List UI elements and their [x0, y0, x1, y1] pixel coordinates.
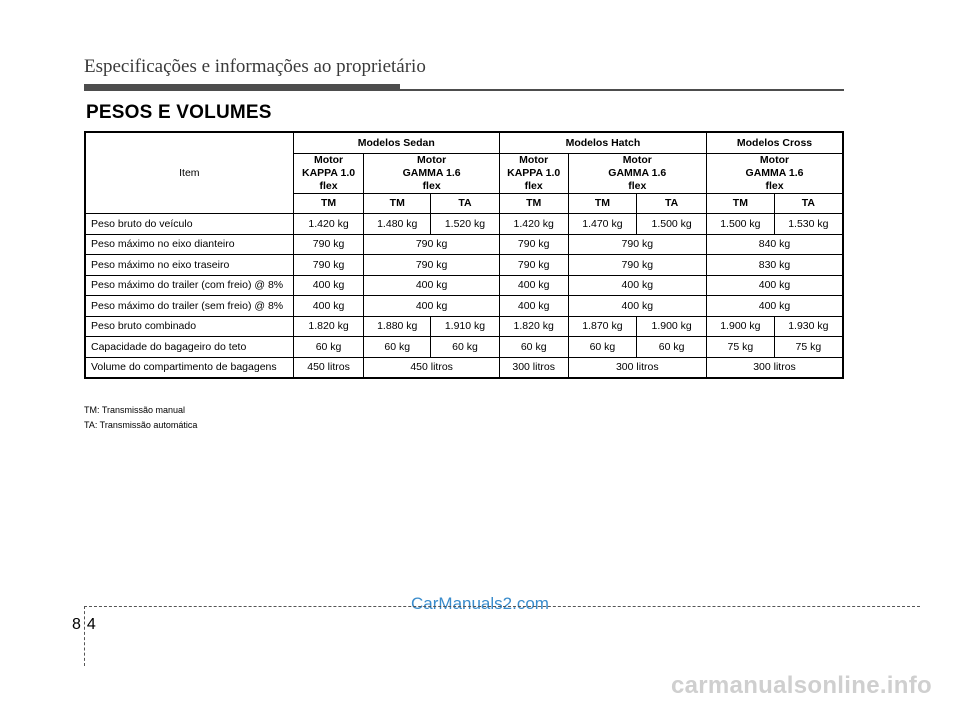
table-cell: 75 kg	[774, 337, 843, 358]
group-header-cross: Modelos Cross	[707, 132, 843, 153]
table-cell: 790 kg	[568, 255, 706, 276]
row-label: Peso bruto combinado	[85, 316, 293, 337]
transmission-header: TM	[499, 193, 568, 214]
table-cell: 1.930 kg	[774, 316, 843, 337]
transmission-header: TM	[364, 193, 431, 214]
watermark-carmanualsonline: carmanualsonline.info	[670, 672, 932, 699]
engine-header-sedan-kappa: Motor KAPPA 1.0 flex	[293, 153, 364, 193]
table-cell: 60 kg	[293, 337, 364, 358]
table-cell: 60 kg	[364, 337, 431, 358]
table-cell: 60 kg	[637, 337, 707, 358]
table-cell: 790 kg	[568, 234, 706, 255]
table-cell: 400 kg	[364, 275, 499, 296]
weights-volumes-table	[84, 131, 844, 379]
table-cell: 790 kg	[364, 234, 499, 255]
table-row	[85, 275, 843, 296]
group-header-hatch: Modelos Hatch	[499, 132, 706, 153]
table-cell: 60 kg	[431, 337, 500, 358]
table-cell: 1.530 kg	[774, 214, 843, 235]
group-header-sedan: Modelos Sedan	[293, 132, 499, 153]
table-cell: 840 kg	[707, 234, 843, 255]
transmission-header: TA	[431, 193, 500, 214]
chapter-number: 8	[72, 616, 81, 633]
table-row	[85, 357, 843, 378]
table-row	[85, 296, 843, 317]
page-index: 4	[86, 616, 96, 633]
engine-header-hatch-kappa: Motor KAPPA 1.0 flex	[499, 153, 568, 193]
footer-rule	[84, 606, 920, 607]
section-title: PESOS E VOLUMES	[86, 102, 272, 123]
table-row	[85, 337, 843, 358]
row-label: Peso máximo no eixo traseiro	[85, 255, 293, 276]
footnote-tm: TM: Transmissão manual	[84, 405, 186, 415]
engine-header-hatch-gamma: Motor GAMMA 1.6 flex	[568, 153, 706, 193]
transmission-header: TM	[568, 193, 637, 214]
table-cell: 450 litros	[364, 357, 499, 378]
row-label: Capacidade do bagageiro do teto	[85, 337, 293, 358]
transmission-header: TA	[637, 193, 707, 214]
table-cell: 400 kg	[707, 275, 843, 296]
transmission-header: TM	[293, 193, 364, 214]
table-cell: 1.910 kg	[431, 316, 500, 337]
table-cell: 400 kg	[293, 275, 364, 296]
row-label: Peso bruto do veículo	[85, 214, 293, 235]
table-cell: 1.520 kg	[431, 214, 500, 235]
row-label: Peso máximo do trailer (com freio) @ 8%	[85, 275, 293, 296]
table-cell: 400 kg	[364, 296, 499, 317]
table-cell: 830 kg	[707, 255, 843, 276]
footnote-ta: TA: Transmissão automática	[84, 420, 198, 430]
table-row	[85, 316, 843, 337]
engine-header-sedan-gamma: Motor GAMMA 1.6 flex	[364, 153, 499, 193]
header-rule	[400, 89, 844, 91]
table-cell: 1.880 kg	[364, 316, 431, 337]
table-cell: 400 kg	[568, 275, 706, 296]
row-label: Peso máximo no eixo dianteiro	[85, 234, 293, 255]
table-cell: 75 kg	[707, 337, 775, 358]
table-cell: 400 kg	[499, 296, 568, 317]
table-row	[85, 234, 843, 255]
transmission-header: TM	[707, 193, 775, 214]
table-cell: 790 kg	[499, 234, 568, 255]
table-cell: 400 kg	[499, 275, 568, 296]
table-cell: 1.500 kg	[637, 214, 707, 235]
footer-rule-vertical	[84, 606, 85, 666]
row-label: Volume do compartimento de bagagens	[85, 357, 293, 378]
table-cell: 790 kg	[293, 255, 364, 276]
header-bar	[84, 84, 400, 91]
transmission-header: TA	[774, 193, 843, 214]
table-cell: 1.820 kg	[499, 316, 568, 337]
table-cell: 1.420 kg	[293, 214, 364, 235]
table-cell: 1.420 kg	[499, 214, 568, 235]
table-cell: 400 kg	[707, 296, 843, 317]
table-cell: 1.900 kg	[707, 316, 775, 337]
table-cell: 60 kg	[499, 337, 568, 358]
table-cell: 450 litros	[293, 357, 364, 378]
row-label: Peso máximo do trailer (sem freio) @ 8%	[85, 296, 293, 317]
running-header: Especificações e informações ao proprietário	[84, 56, 426, 77]
table-cell: 1.900 kg	[637, 316, 707, 337]
item-header: Item	[85, 132, 293, 214]
watermark-carmanuals2: CarManuals2.com	[411, 594, 549, 613]
table-cell: 1.470 kg	[568, 214, 637, 235]
table-cell: 1.820 kg	[293, 316, 364, 337]
table-cell: 790 kg	[364, 255, 499, 276]
page-number	[72, 616, 102, 634]
table-row	[85, 214, 843, 235]
table-cell: 60 kg	[568, 337, 637, 358]
table-cell: 400 kg	[568, 296, 706, 317]
table-cell: 400 kg	[293, 296, 364, 317]
table-cell: 1.480 kg	[364, 214, 431, 235]
table-cell: 790 kg	[293, 234, 364, 255]
table-cell: 790 kg	[499, 255, 568, 276]
table-cell: 300 litros	[707, 357, 843, 378]
table-cell: 300 litros	[499, 357, 568, 378]
engine-header-cross-gamma: Motor GAMMA 1.6 flex	[707, 153, 843, 193]
table-cell: 300 litros	[568, 357, 706, 378]
table-row	[85, 255, 843, 276]
table-cell: 1.870 kg	[568, 316, 637, 337]
table-cell: 1.500 kg	[707, 214, 775, 235]
